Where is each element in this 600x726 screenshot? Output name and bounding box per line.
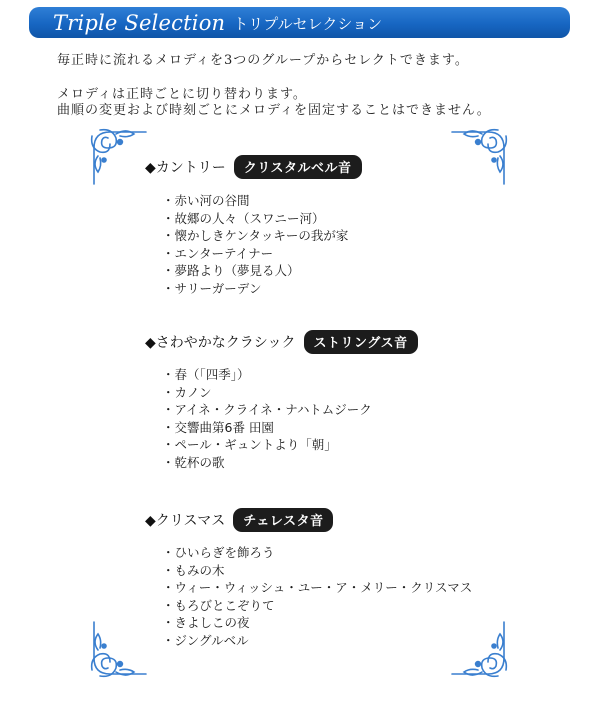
sound-badge: クリスタルベル音: [234, 155, 362, 179]
section-title: ◆カントリー: [145, 160, 226, 176]
section-christmas-heading: [145, 509, 333, 531]
song-list-christmas: [162, 544, 472, 650]
song-item: ・赤い河の谷間: [162, 193, 250, 208]
song-item: ・きよしこの夜: [162, 615, 250, 631]
song-list-classic: [162, 366, 372, 472]
ornament-top-left-icon: [90, 126, 152, 188]
sound-badge: チェレスタ音: [233, 508, 333, 532]
intro-line-3: 曲順の変更および時刻ごとにメロディを固定することはできません。: [57, 103, 491, 118]
song-item: ・ひいらぎを飾ろう: [162, 545, 275, 560]
intro-line-1: 毎正時に流れるメロディを3つのグループからセレクトできます。: [57, 53, 469, 68]
song-item: ・交響曲第6番 田園: [162, 419, 274, 435]
song-item: ・夢路より（夢見る人）: [162, 263, 300, 279]
ornament-top-right-icon: [446, 126, 508, 188]
song-item: ・もみの木: [162, 562, 225, 578]
title-banner: [29, 7, 570, 38]
sound-badge: ストリングス音: [304, 330, 418, 354]
song-item: ・故郷の人々（スワニー河）: [162, 210, 325, 226]
song-item: ・春（「四季」）: [162, 367, 250, 382]
section-title: ◆さわやかなクラシック: [145, 335, 296, 351]
song-item: ・ペール・ギュントより「朝」: [162, 437, 337, 453]
section-title: ◆クリスマス: [145, 513, 226, 529]
page-subtitle: トリプルセレクション: [233, 15, 383, 33]
song-list-country: [162, 192, 348, 298]
page-title: Triple Selection: [53, 10, 226, 35]
section-country-heading: [145, 156, 362, 178]
song-item: ・エンターテイナー: [162, 245, 274, 261]
song-item: ・カノン: [162, 384, 212, 400]
song-item: ・ウィー・ウィッシュ・ユー・ア・メリー・クリスマス: [162, 580, 473, 596]
intro-line-2: メロディは正時ごとに切り替わります。: [57, 87, 307, 102]
song-item: ・サリーガーデン: [162, 280, 262, 296]
song-item: ・乾杯の歌: [162, 454, 225, 470]
song-item: ・ジングルベル: [162, 632, 249, 648]
ornament-bottom-left-icon: [90, 618, 152, 680]
section-classic-heading: [145, 331, 418, 353]
song-item: ・懐かしきケンタッキーの我が家: [162, 228, 349, 244]
song-item: ・もろびとこぞりて: [162, 597, 275, 613]
song-item: ・アイネ・クライネ・ナハトムジーク: [162, 402, 372, 418]
